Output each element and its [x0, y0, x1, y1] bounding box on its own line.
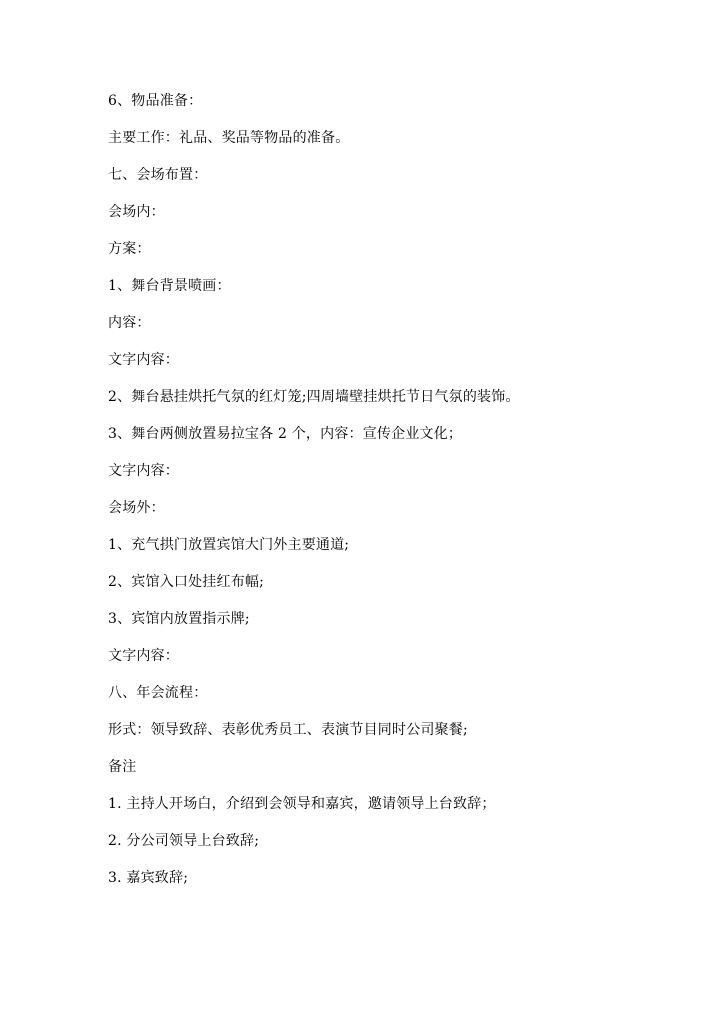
document-body — [108, 92, 628, 906]
list-item-stage-lanterns: 2、舞台悬挂烘托气氛的红灯笼;四周墙壁挂烘托节日气氛的装饰。 — [108, 389, 520, 405]
list-item-signage: 3、宾馆内放置指示牌; — [108, 611, 250, 627]
section-heading-item-preparation: 6、物品准备： — [108, 93, 203, 109]
label-content: 内容： — [108, 315, 151, 331]
list-item-stage-rollup-banners: 3、舞台两侧放置易拉宝各 2 个，内容：宣传企业文化； — [108, 426, 463, 442]
list-item-stage-backdrop: 1、舞台背景喷画： — [108, 278, 231, 294]
label-plan: 方案： — [108, 241, 151, 257]
label-text-content: 文字内容： — [108, 352, 179, 368]
subheading-indoor-venue: 会场内： — [108, 204, 165, 220]
paragraph-main-work: 主要工作：礼品、奖品等物品的准备。 — [108, 130, 350, 146]
section-heading-annual-meeting-process: 八、年会流程： — [108, 685, 208, 701]
list-item-branch-leader-speech: 2. 分公司领导上台致辞; — [108, 833, 260, 849]
label-notes: 备注 — [108, 759, 137, 775]
paragraph-format: 形式：领导致辞、表彰优秀员工、表演节目同时公司聚餐; — [108, 722, 468, 738]
list-item-guest-speech: 3. 嘉宾致辞; — [108, 870, 189, 886]
list-item-host-opening: 1. 主持人开场白，介绍到会领导和嘉宾，邀请领导上台致辞； — [108, 796, 496, 812]
section-heading-venue-layout: 七、会场布置： — [108, 167, 208, 183]
list-item-entrance-banner: 2、宾馆入口处挂红布幅; — [108, 574, 265, 590]
label-text-content: 文字内容： — [108, 648, 179, 664]
subheading-outdoor-venue: 会场外： — [108, 500, 165, 516]
label-text-content: 文字内容： — [108, 463, 179, 479]
list-item-inflatable-arch: 1、充气拱门放置宾馆大门外主要通道; — [108, 537, 350, 553]
